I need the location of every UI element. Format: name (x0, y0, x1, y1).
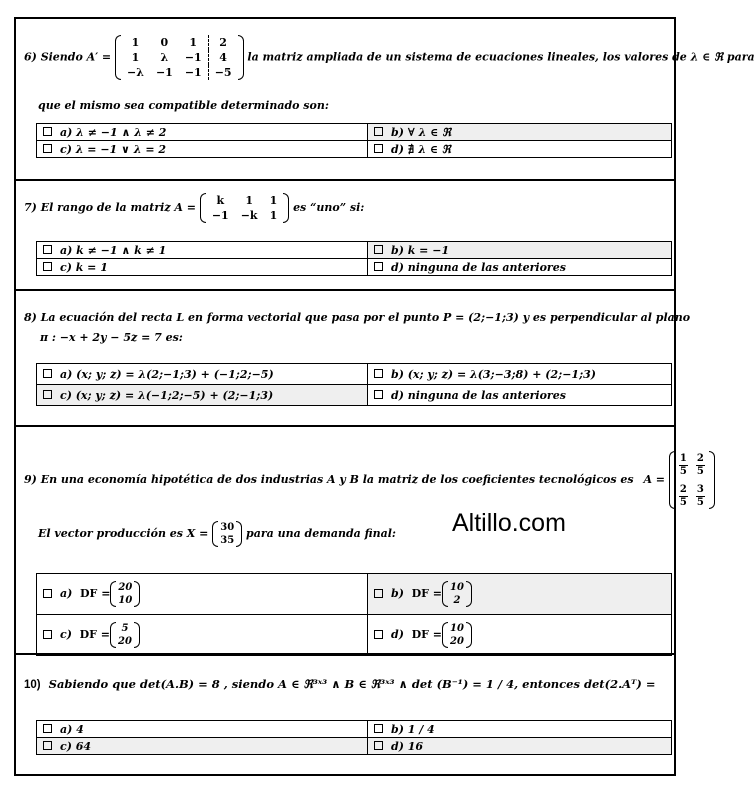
q8-option-a[interactable]: a) (x; y; z) = λ(2;−1;3) + (−1;2;−5) (37, 364, 368, 385)
q10-option-b[interactable]: b) 1 / 4 (368, 721, 672, 738)
checkbox[interactable] (374, 144, 383, 153)
question-9 (16, 427, 704, 655)
q9-option-d[interactable]: d) DF = 10 20 (368, 615, 672, 656)
q9-vector: 30 35 (212, 521, 242, 547)
checkbox[interactable] (43, 390, 52, 399)
q7-option-d[interactable]: d) ninguna de las anteriores (368, 259, 672, 276)
q8-line2: π : −x + 2y − 5z = 7 es: (40, 331, 183, 344)
q7-option-a[interactable]: a) k ≠ −1 ∧ k ≠ 1 (37, 242, 368, 259)
q8-line1: 8) La ecuación del recta L en forma vectorial que pasa por el punto P = (2;−1;3) y es perpendicular al plano (24, 311, 691, 324)
checkbox[interactable] (374, 127, 383, 136)
checkbox[interactable] (374, 390, 383, 399)
q9-line2: El vector producción es X = 30 35 para una demanda final: (38, 522, 396, 546)
q6-option-a[interactable]: a) λ ≠ −1 ∧ λ ≠ 2 (37, 124, 368, 141)
checkbox[interactable] (374, 245, 383, 254)
checkbox[interactable] (43, 630, 52, 639)
q6-option-c[interactable]: c) λ = −1 ∨ λ = 2 (37, 141, 368, 158)
q8-option-b[interactable]: b) (x; y; z) = λ(3;−3;8) + (2;−1;3) (368, 364, 672, 385)
q6-stem (24, 35, 755, 80)
checkbox[interactable] (43, 589, 52, 598)
q9-stem (24, 451, 715, 509)
q7-suffix: es “uno” si: (293, 201, 365, 214)
q9-option-a[interactable]: a) DF = 20 10 (37, 574, 368, 615)
watermark: Altillo.com (452, 509, 566, 537)
checkbox[interactable] (374, 262, 383, 271)
q6-option-d[interactable]: d) ∄ λ ∈ ℜ (368, 141, 672, 158)
q7-option-b[interactable]: b) k = −1 (368, 242, 672, 259)
q7-prefix: 7) El rango de la matriz A = (24, 201, 196, 214)
q10-options (36, 720, 672, 755)
checkbox[interactable] (374, 369, 383, 378)
question-8 (16, 291, 691, 427)
q6-options (36, 123, 672, 158)
q9-line1: 9) En una economía hipotética de dos industrias A y B la matriz de los coeficientes tecnológicos es (24, 473, 634, 486)
q7-options (36, 241, 672, 276)
q6-option-b[interactable]: b) ∀ λ ∈ ℜ (368, 124, 672, 141)
checkbox[interactable] (374, 741, 383, 750)
q7-stem (24, 193, 364, 223)
checkbox[interactable] (43, 144, 52, 153)
question-10 (16, 655, 674, 774)
checkbox[interactable] (374, 589, 383, 598)
q7-option-c[interactable]: c) k = 1 (37, 259, 368, 276)
q6-line2: que el mismo sea compatible determinado son: (38, 99, 329, 112)
checkbox[interactable] (43, 127, 52, 136)
question-7 (16, 181, 674, 291)
checkbox[interactable] (374, 724, 383, 733)
q9-options (36, 573, 672, 656)
q8-option-d[interactable]: d) ninguna de las anteriores (368, 385, 672, 406)
q10-option-a[interactable]: a) 4 (37, 721, 368, 738)
q9-option-c[interactable]: c) DF = 5 20 (37, 615, 368, 656)
q8-option-c[interactable]: c) (x; y; z) = λ(−1;2;−5) + (2;−1;3) (37, 385, 368, 406)
q10-number: 10) (24, 679, 41, 691)
checkbox[interactable] (43, 369, 52, 378)
q6-matrix: 1 0 1 2 1 λ −1 4 −λ −1 −1 −5 (115, 35, 244, 80)
q8-options (36, 363, 672, 406)
q6-prefix: 6) Siendo A′ = (24, 50, 112, 64)
q9-matrix: $\frac{1}{5}$ $\frac{2}{5}$ $\frac{2}{5}$ $\frac{3}{5}$ (669, 451, 715, 509)
checkbox[interactable] (374, 630, 383, 639)
checkbox[interactable] (43, 741, 52, 750)
q7-matrix: k 1 1 −1 −k 1 (200, 193, 289, 223)
q10-option-c[interactable]: c) 64 (37, 738, 368, 755)
q10-text: Sabiendo que det(A.B) = 8 , siendo A ∈ ℜ³ˣ³ ∧ B ∈ ℜ³ˣ³ ∧ det (B⁻¹) = 1 / 4, entonces det(2.Aᵀ) = (48, 677, 656, 691)
q10-option-d[interactable]: d) 16 (368, 738, 672, 755)
q9-matrix-label: A = (643, 473, 666, 486)
checkbox[interactable] (43, 262, 52, 271)
q6-suffix: la matriz ampliada de un sistema de ecuaciones lineales, los valores de λ ∈ ℜ para (247, 50, 755, 64)
q10-stem (24, 677, 655, 691)
checkbox[interactable] (43, 724, 52, 733)
exam-page (14, 17, 755, 776)
question-6 (16, 19, 755, 181)
checkbox[interactable] (43, 245, 52, 254)
q9-option-b[interactable]: b) DF = 10 2 (368, 574, 672, 615)
